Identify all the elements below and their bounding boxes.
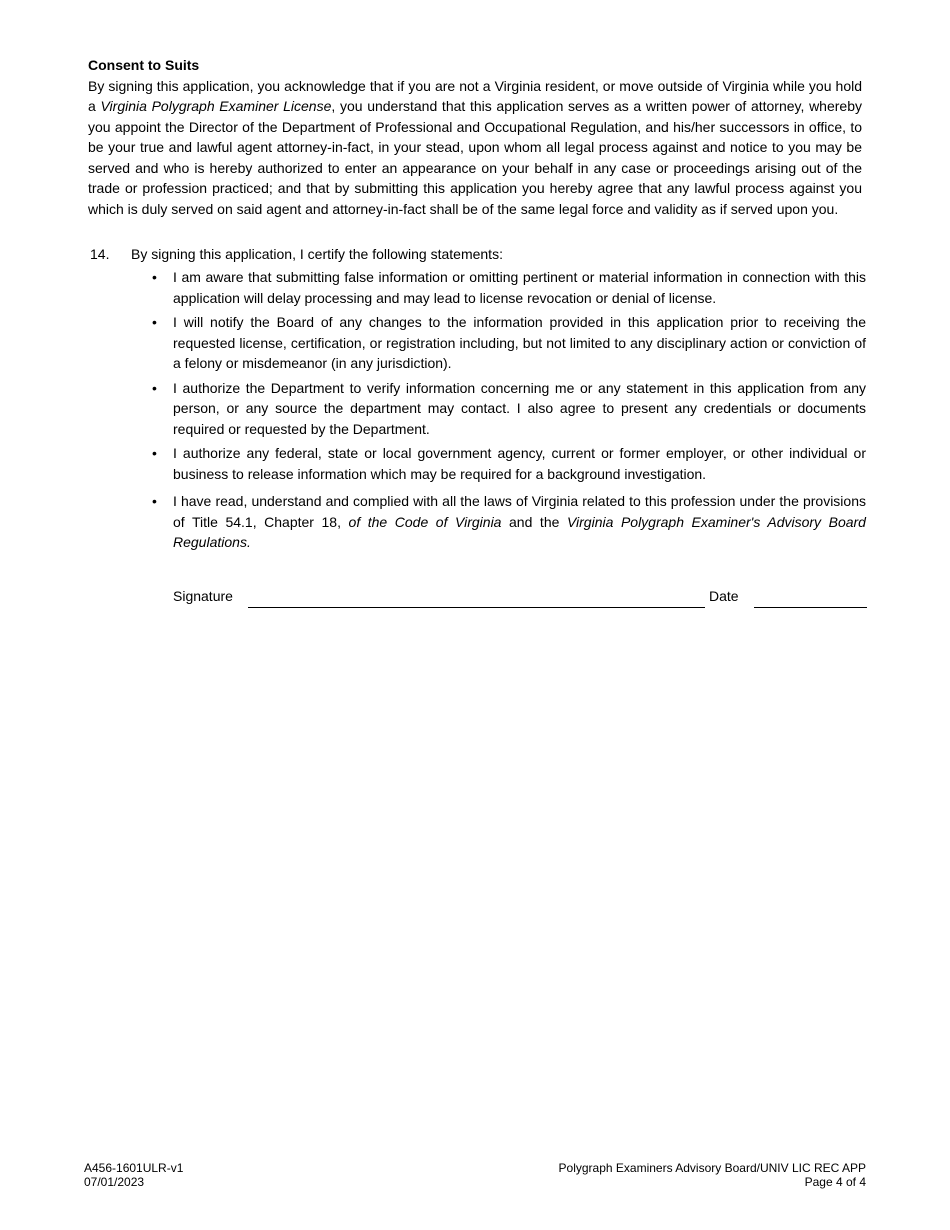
- consent-heading: Consent to Suits: [88, 57, 200, 73]
- consent-paragraph: [88, 76, 862, 220]
- consent-text-2: , you understand that this application serves as a written power of attorney, whereby you appoint the Director of the Department of Professional and Occupational Regulation, and his/her successors in office, to be your true and lawful agent attorney-in-fact, in your stead, upon whom all legal process against and notice to you may be served and who is hereby authorized to enter an appearance on your behalf in any case or proceedings arising out of the trade or profession practiced; and that by submitting this application you hereby agree that any lawful process against you which is duly served on said agent and attorney-in-fact shall be of the same legal force and validity as if served upon you.: [88, 98, 862, 217]
- statement-text: I authorize any federal, state or local government agency, current or former employer, or other individual or business to release information which may be required for a background investigation.: [173, 445, 866, 482]
- certification-statements: [151, 267, 866, 557]
- statement-authorize-release: [151, 443, 866, 484]
- statement-text-part2: and the: [501, 513, 567, 530]
- bullet-icon: •: [152, 493, 157, 509]
- code-of-virginia-ref: of the Code of Virginia: [348, 513, 502, 530]
- regulations-ref: Virginia Polygraph Examiner's Advisory Board Regulations.: [173, 513, 866, 550]
- statement-text: [173, 493, 866, 550]
- footer-title: Polygraph Examiners Advisory Board/UNIV LIC REC APP: [558, 1161, 866, 1175]
- form-date: 07/01/2023: [84, 1175, 145, 1189]
- footer-right: [559, 1161, 866, 1189]
- bullet-icon: •: [152, 314, 157, 330]
- item-number: 14.: [90, 246, 110, 262]
- consent-to-suits-section: [88, 55, 862, 219]
- statement-laws-compliance: [151, 491, 866, 553]
- bullet-icon: •: [152, 269, 157, 285]
- statement-text: I am aware that submitting false information or omitting pertinent or material information in connection with this application will delay processing and may lead to license revocation or denial of license.: [173, 269, 866, 306]
- page-number: Page 4 of 4: [804, 1175, 866, 1189]
- bullet-icon: •: [152, 445, 157, 461]
- statement-text: I will notify the Board of any changes to the information provided in this application prior to receiving the requested license, certification, or registration including, but not limited to any disciplinary action or conviction of a felony or misdemeanor (in any jurisdiction).: [173, 314, 866, 371]
- statement-notify-board: [151, 312, 866, 374]
- statement-authorize-verify: [151, 378, 866, 440]
- footer-left: [84, 1161, 183, 1189]
- form-id: A456-1601ULR-v1: [84, 1161, 184, 1175]
- statement-text: I authorize the Department to verify information concerning me or any statement in this application from any person, or any source the department may contact. I also agree to present any credentials or documents required or requested by the Department.: [173, 379, 866, 437]
- certification-intro: By signing this application, I certify the following statements:: [131, 246, 503, 262]
- signature-label: Signature: [173, 588, 233, 604]
- consent-text-1: By signing this application, you acknowledge that if you are not a Virginia resident, or move outside of Virginia while you hold a: [88, 77, 862, 114]
- consent-license-name: Virginia Polygraph Examiner License: [100, 98, 332, 114]
- date-field[interactable]: [754, 607, 867, 608]
- signature-field[interactable]: [248, 607, 705, 608]
- signature-row: [173, 586, 867, 610]
- statement-text-part1: I have read, understand and complied with all the laws of Virginia related to this profession under the provisions of Title 54.1, Chapter 18,: [173, 493, 866, 530]
- statement-false-information: [151, 267, 866, 308]
- bullet-icon: •: [152, 379, 157, 396]
- date-label: Date: [709, 588, 739, 604]
